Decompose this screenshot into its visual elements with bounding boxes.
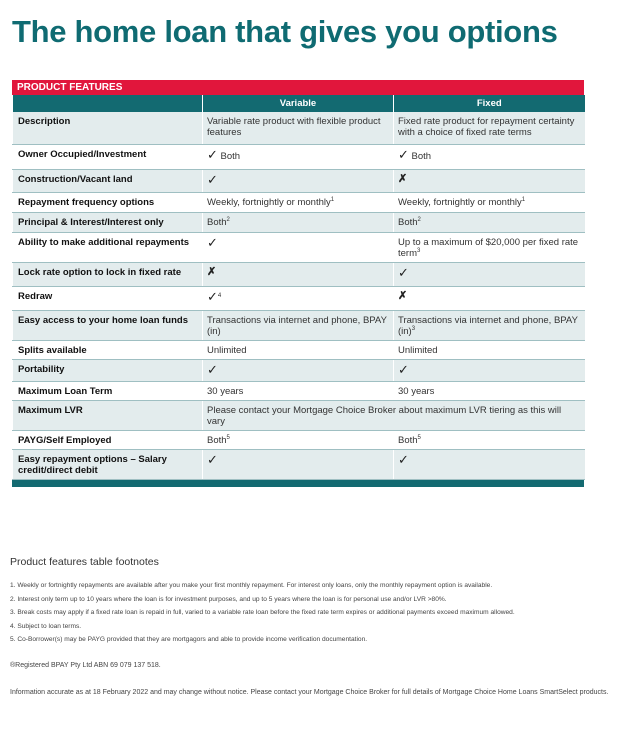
cross-icon: ✗	[207, 265, 217, 278]
fixed-value: Weekly, fortnightly or monthly$^1$	[394, 192, 585, 212]
variable-value: Weekly, fortnightly or monthly$^1$	[203, 192, 394, 212]
variable-value: Variable rate product with flexible product features	[203, 112, 394, 144]
row-label: Description	[13, 112, 203, 144]
fixed-value	[394, 262, 585, 286]
row-label: Maximum LVR	[13, 400, 203, 430]
check-icon: ✓	[398, 264, 409, 280]
variable-value: Both$^5$	[203, 430, 394, 449]
fixed-value: ✓ Both	[394, 144, 585, 169]
fixed-value	[394, 286, 585, 310]
check-icon: ✓	[207, 171, 218, 187]
table-bottom-bar	[12, 480, 584, 487]
variable-value	[203, 449, 394, 479]
row-label: Redraw	[13, 286, 203, 310]
row-label: Construction/Vacant land	[13, 169, 203, 192]
footnote-item: 2. Interest only term up to 10 years where the loan is for investment purposes, and up to 5 years where the loan is for personal use and/or LVR >80%.	[10, 595, 447, 603]
row-label: PAYG/Self Employed	[13, 430, 203, 449]
row-label: Easy repayment options – Salary credit/direct debit	[13, 449, 203, 479]
fixed-value: Both$^2$	[394, 212, 585, 232]
check-icon: ✓	[207, 234, 218, 250]
fixed-value: Both$^5$	[394, 430, 585, 449]
footnote-item: 1. Weekly or fortnightly repayments are available after you make your first monthly repayment. For interest only loans, only the monthly repayment option is available.	[10, 582, 493, 589]
row-label: Principal & Interest/Interest only	[13, 212, 203, 232]
page-title: The home loan that gives you options	[12, 14, 558, 49]
fixed-value: Transactions via internet and phone, BPAY (in)$^3$	[394, 310, 585, 340]
check-icon: ✓	[398, 146, 409, 162]
fixed-value	[394, 449, 585, 479]
cross-icon: ✗	[398, 289, 408, 302]
variable-value: Unlimited	[203, 340, 394, 359]
row-label: Repayment frequency options	[13, 192, 203, 212]
variable-value: Both$^2$	[203, 212, 394, 232]
row-label: Splits available	[13, 340, 203, 359]
row-label: Maximum Loan Term	[13, 381, 203, 400]
header-blank	[13, 95, 203, 112]
check-icon: ✓	[207, 361, 218, 377]
check-icon: ✓	[207, 451, 218, 467]
variable-value: ✓$^4$	[203, 286, 394, 310]
column-header-fixed: Fixed	[394, 95, 585, 112]
check-icon: ✓	[207, 288, 218, 304]
fixed-value: Up to a maximum of $20,000 per fixed rate term$^3$	[394, 232, 585, 262]
footnote-item: 5. Co-Borrower(s) may be PAYG provided that they are mortgagors and able to provide income verification documentation.	[10, 636, 368, 643]
variable-value: ✓ Both	[203, 144, 394, 169]
fixed-value: Unlimited	[394, 340, 585, 359]
variable-value	[203, 262, 394, 286]
fixed-value: Fixed rate product for repayment certainty with a choice of fixed rate terms	[394, 112, 585, 144]
info-notice: Information accurate as at 18 February 2022 and may change without notice. Please contact your Mortgage Choice Broker for full details of Mortgage Choice Home Loans SmartSelect products.	[10, 689, 609, 696]
fixed-value: 30 years	[394, 381, 585, 400]
check-icon: ✓	[398, 451, 409, 467]
section-title: PRODUCT FEATURES	[12, 80, 584, 95]
row-label: Lock rate option to lock in fixed rate	[13, 262, 203, 286]
product-features-table	[12, 80, 584, 487]
footnote-item: 3. Break costs may apply if a fixed rate loan is repaid in full, varied to a variable rate loan before the fixed rate term expires or additional payments exceed maximum allowed.	[10, 609, 515, 616]
footnote-item: 4. Subject to loan terms.	[10, 622, 82, 630]
cross-icon: ✗	[398, 172, 408, 185]
row-label: Portability	[13, 359, 203, 381]
variable-value	[203, 232, 394, 262]
variable-value: 30 years	[203, 381, 394, 400]
footnotes-title: Product features table footnotes	[10, 556, 159, 568]
variable-value	[203, 359, 394, 381]
variable-value: Transactions via internet and phone, BPAY (in)	[203, 310, 394, 340]
fixed-value	[394, 359, 585, 381]
max-lvr-value: Please contact your Mortgage Choice Broker about maximum LVR tiering as this will vary	[203, 400, 585, 430]
check-icon: ✓	[398, 361, 409, 377]
row-label: Easy access to your home loan funds	[13, 310, 203, 340]
column-header-variable: Variable	[203, 95, 394, 112]
footnotes	[10, 556, 610, 650]
variable-value	[203, 169, 394, 192]
fixed-value	[394, 169, 585, 192]
bpay-notice: ®Registered BPAY Pty Ltd ABN 69 079 137 518.	[10, 662, 161, 669]
row-label: Ability to make additional repayments	[13, 232, 203, 262]
check-icon: ✓	[207, 146, 218, 162]
row-label: Owner Occupied/Investment	[13, 144, 203, 169]
